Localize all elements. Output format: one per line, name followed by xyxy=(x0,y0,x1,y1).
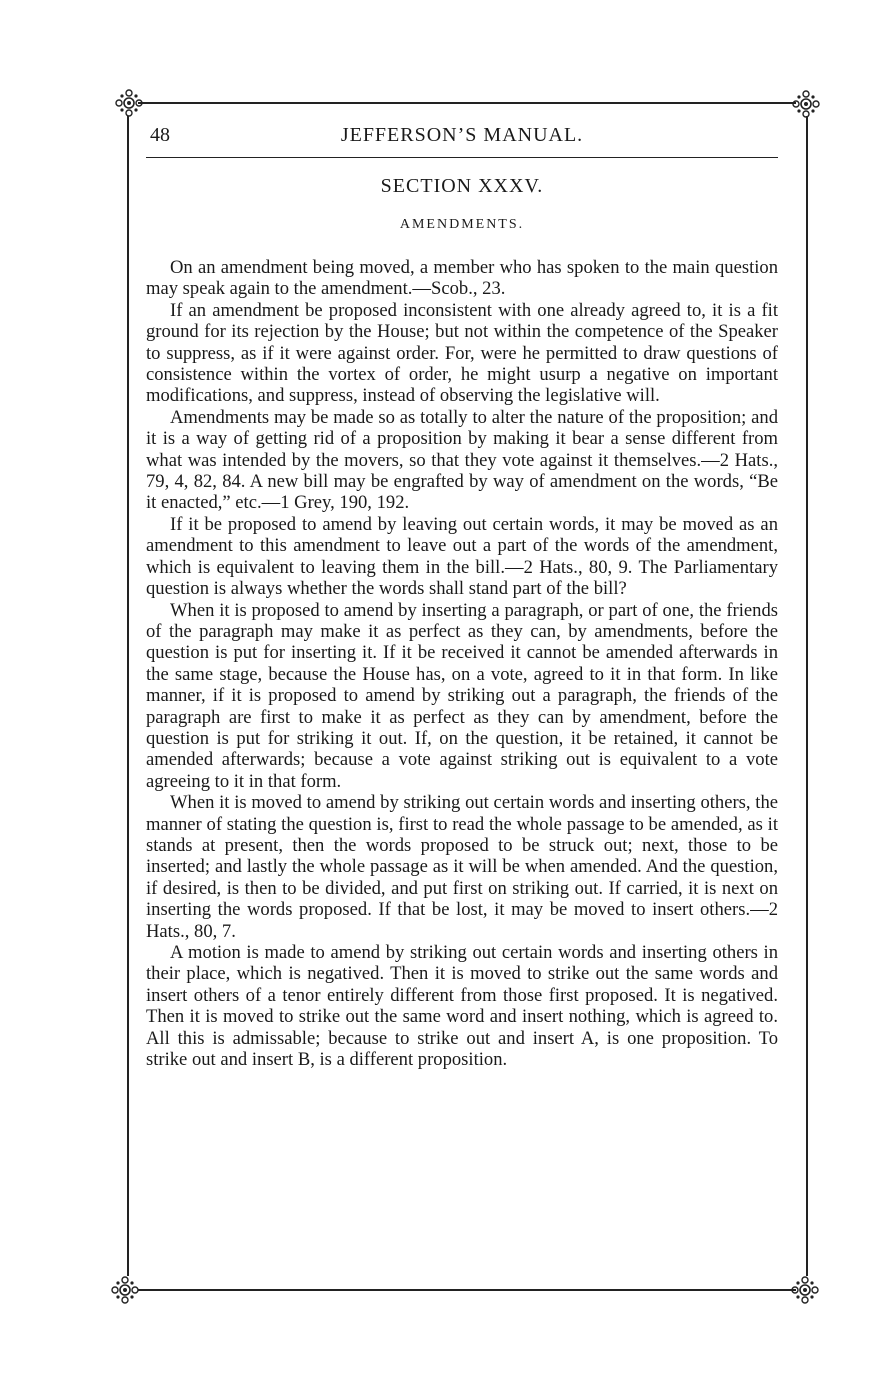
running-title: JEFFERSON’S MANUAL. xyxy=(340,124,584,146)
paragraph: Amendments may be made so as totally to alter the nature of the proposition; and it is a way of getting rid of a proposition by making it bear a sense different from what was intended by the movers, so that they vote against it themselves.—2 Hats., 79, 4, 82, 84. A new bill may be engrafted by way of amendment on the words, “Be it enacted,” etc.—1 Grey, 190, 192. xyxy=(146,406,778,514)
frame-right-rule xyxy=(806,116,808,1276)
paragraph: On an amendment being moved, a member who has spoken to the main question may speak again to the amendment.—Scob., 23. xyxy=(146,257,778,300)
rosette-corner-icon xyxy=(109,1274,141,1306)
frame-top-rule xyxy=(138,102,796,104)
section-subtitle: AMENDMENTS. xyxy=(399,217,525,232)
frame-left-rule xyxy=(127,116,129,1276)
paragraph: If an amendment be proposed inconsistent with one already agreed to, it is a fit ground for its rejection by the House; but not within the competence of the Speaker to suppress, as if it were against order. For, were he permitted to draw questions of consistence within the vortex of order, he might usurp a negative on important modifications, and suppress, instead of observing the legislative will. xyxy=(146,299,778,407)
running-head xyxy=(146,120,778,156)
page-number: 48 xyxy=(150,124,170,146)
body-text xyxy=(146,257,778,1070)
section-title: SECTION XXXV. xyxy=(380,175,544,197)
frame-bottom-rule xyxy=(138,1289,796,1291)
header-rule xyxy=(146,157,778,158)
paragraph: A motion is made to amend by striking out certain words and inserting others in their place, which is negatived. Then it is moved to strike out the same words and insert others of a tenor entirely different from those first proposed. It is negatived. Then it is moved to strike out the same word and insert nothing, which is agreed to. All this is admissable; because to strike out and insert A, is one proposition. To strike out and insert B, is a different proposition. xyxy=(146,942,778,1071)
rosette-corner-icon xyxy=(789,1274,821,1306)
rosette-corner-icon xyxy=(113,87,145,119)
paragraph: If it be proposed to amend by leaving out certain words, it may be moved as an amendment to this amendment to leave out a part of the words of the amendment, which is equivalent to leaving them in the bill.—2 Hats., 80, 9. The Parliamentary question is always whether the words shall stand part of the bill? xyxy=(146,513,778,600)
paragraph: When it is proposed to amend by inserting a paragraph, or part of one, the friends of the paragraph may make it as perfect as they can, by amendments, before the question is put for inserting it. If it be received it cannot be amended afterwards in the same stage, because the House has, on a vote, agreed to it in that form. In like manner, if it is proposed to amend by striking out a paragraph, the friends of the paragraph are first to make it as perfect as they can by amendment, before the question is put for striking it out. If, on the question, it be retained, it cannot be amended afterwards; because a vote against striking out is equivalent to a vote agreeing to it in that form. xyxy=(146,599,778,792)
rosette-corner-icon xyxy=(790,88,822,120)
paragraph: When it is moved to amend by striking out certain words and inserting others, the manner of stating the question is, first to read the whole passage to be amended, as it stands at present, then the words proposed to be struck out; next, those to be inserted; and lastly the whole passage as it will be when amended. And the question, if desired, is then to be divided, and put first on striking out. If carried, it is next on inserting the words proposed. If that be lost, it may be moved to insert others.—2 Hats., 80, 7. xyxy=(146,792,778,942)
